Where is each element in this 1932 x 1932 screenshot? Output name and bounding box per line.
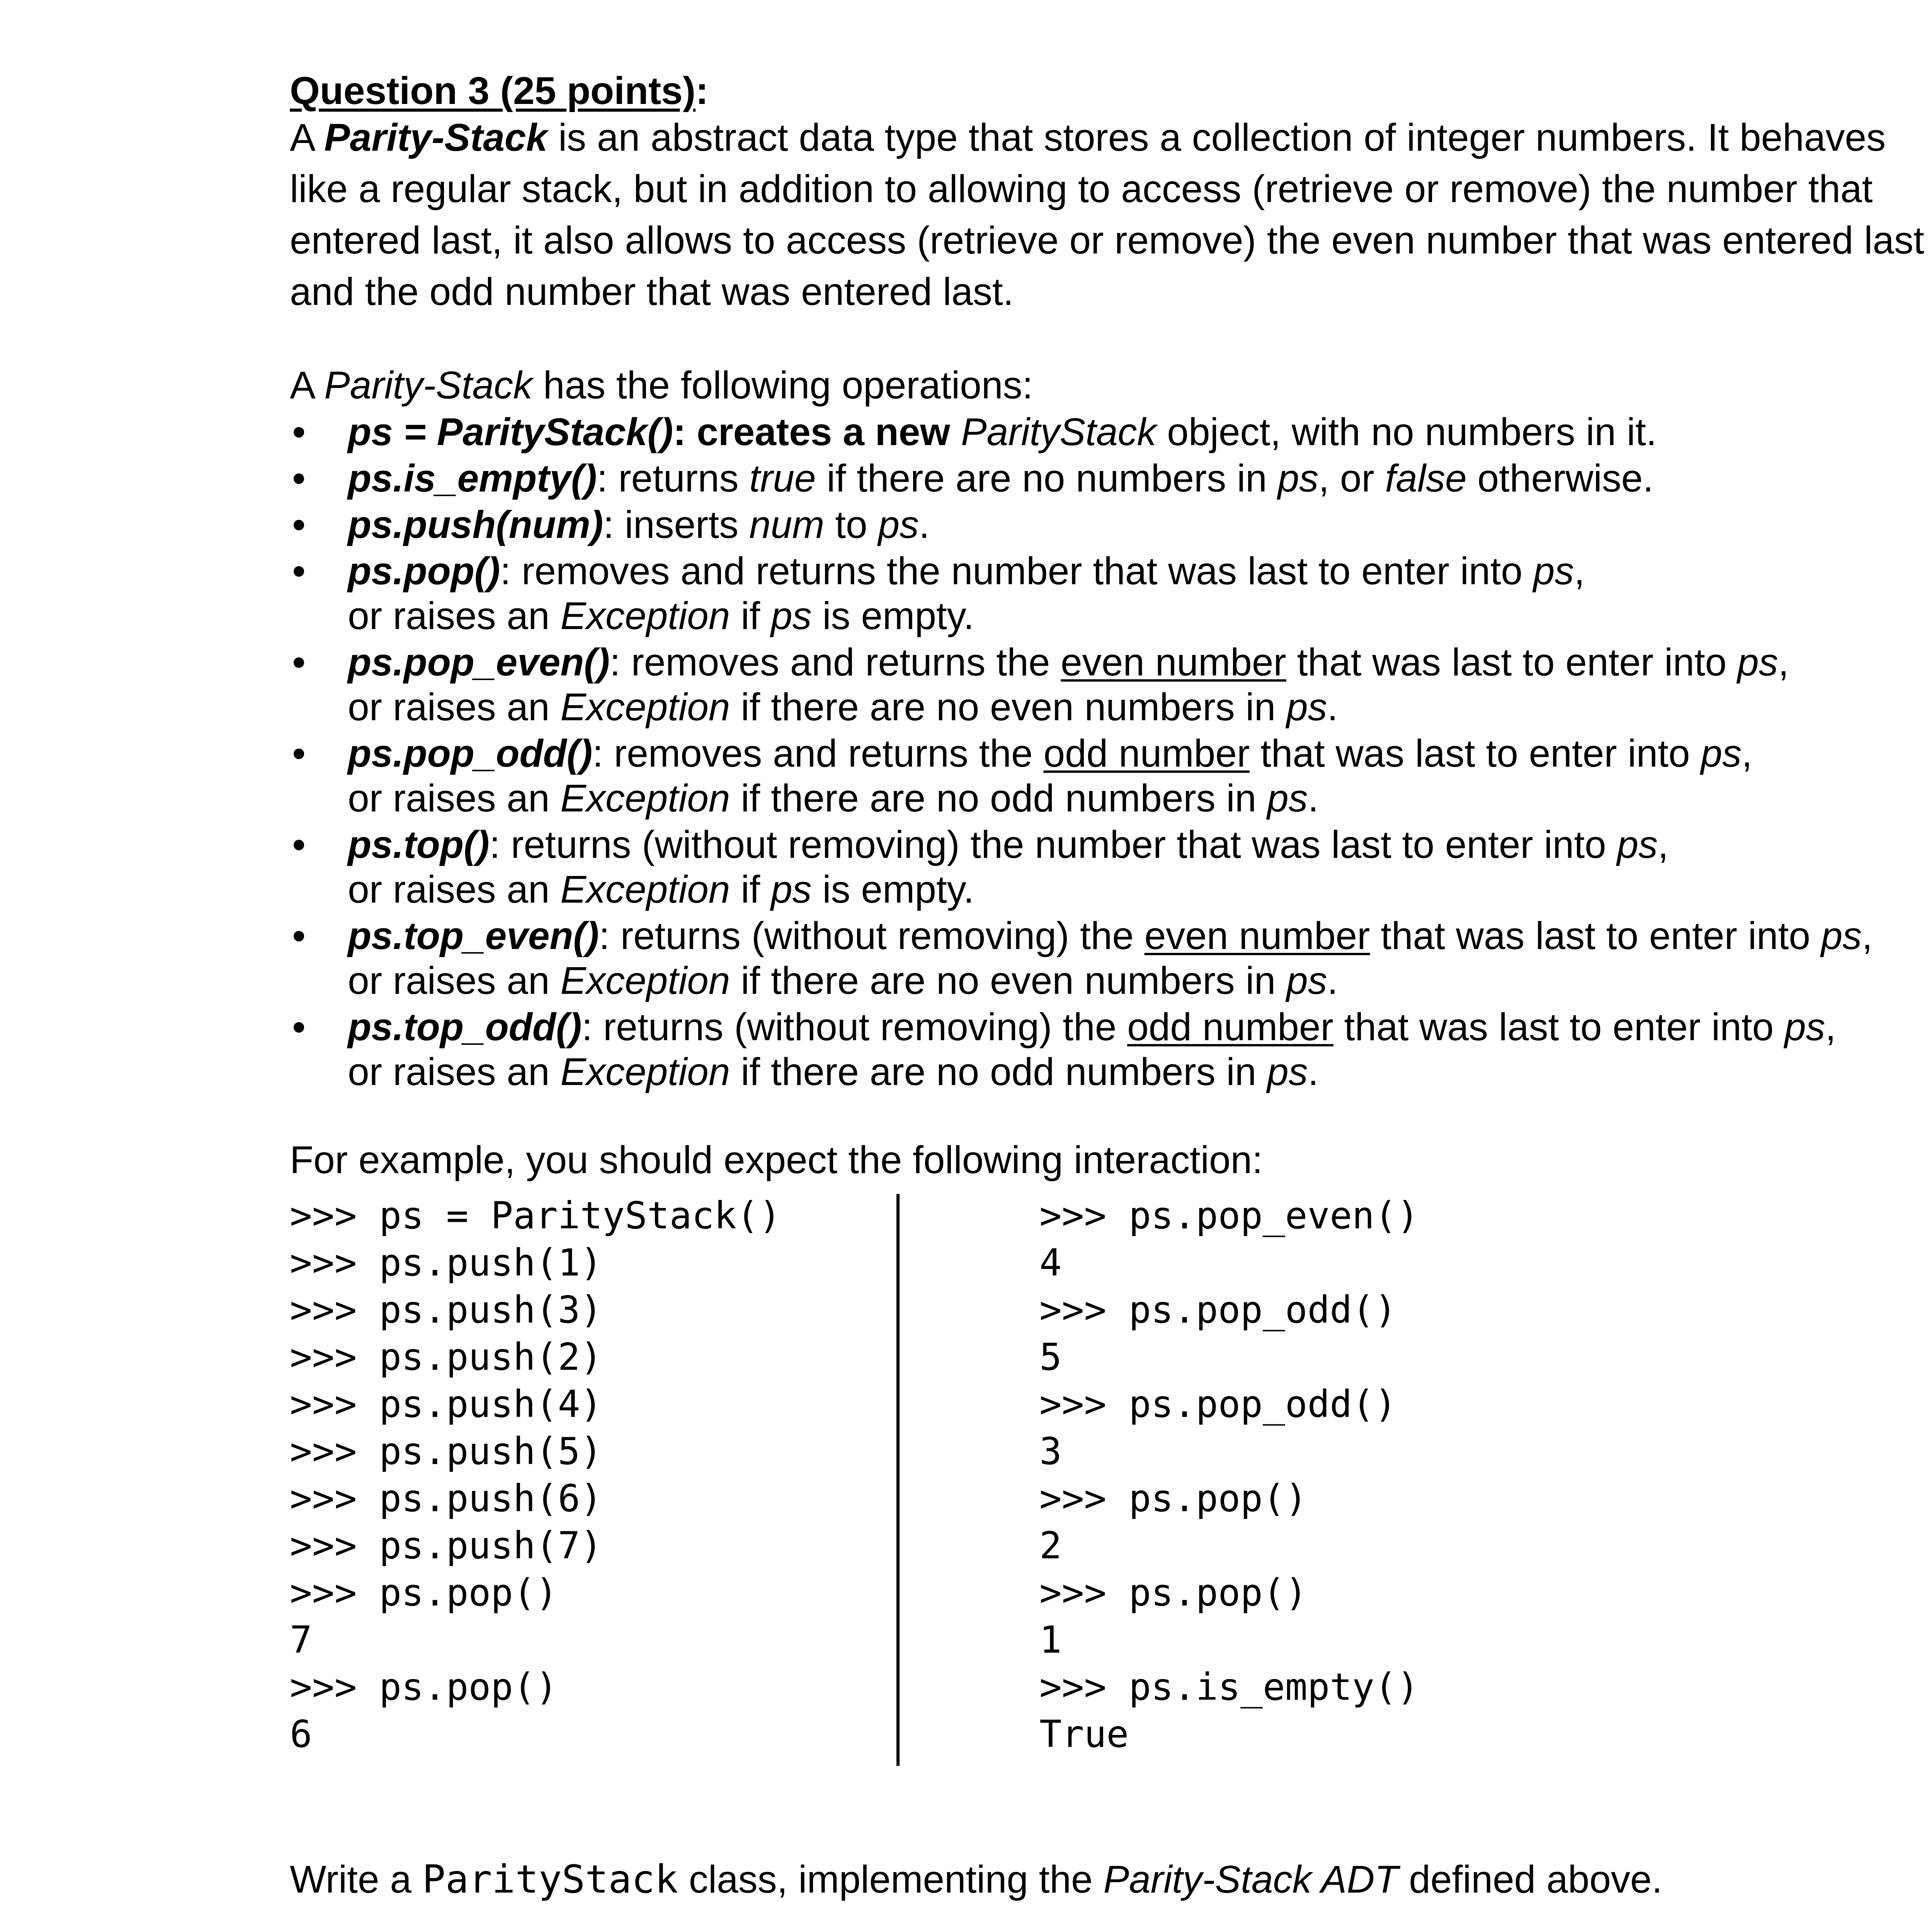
op-text: : returns [597,457,750,500]
op-text-italic: Exception [560,777,730,820]
code-line: 1 [1039,1618,1062,1662]
code-line: 7 [290,1618,312,1662]
op-text: . [1327,685,1338,729]
code-line: >>> ps.pop() [1039,1571,1308,1614]
op-text: that was last to enter into [1370,914,1821,957]
code-line: >>> ps.push(3) [290,1288,603,1332]
code-line: >>> ps.pop() [1039,1477,1308,1520]
operation-signature: ps.top_odd() [348,1005,582,1049]
op-text: , [1574,549,1585,593]
op-text-italic: Exception [560,1050,730,1094]
code-line: 4 [1039,1241,1062,1284]
example-code-left [290,1192,781,1758]
op-text-italic: ps [1286,685,1327,729]
op-text-italic: ParityStack [961,410,1156,454]
operation-item-constructor [290,410,1932,454]
code-line: >>> ps.push(7) [290,1524,603,1567]
op-text: is empty. [811,594,975,638]
op-text: that was last to enter into [1333,1005,1785,1049]
operation-signature: ps.pop_odd() [348,732,593,775]
op-text: , [1862,914,1873,957]
intro-text: A [290,116,324,159]
operation-signature: ps = ParityStack() [348,410,673,454]
op-text: . [919,503,930,546]
op-text: otherwise. [1466,457,1654,500]
ops-intro-adt-name: Parity-Stack [324,364,532,407]
op-text: : returns (without removing) the [582,1005,1128,1049]
op-text-italic: Exception [560,594,730,638]
op-text: if there are no odd numbers in [730,777,1267,820]
intro-paragraph [290,112,1932,318]
op-text: if there are no numbers in [816,457,1278,500]
example-code-right [1039,1192,1419,1758]
op-text-italic: ps [1784,1005,1825,1049]
op-text: : removes and returns the [592,732,1044,775]
code-line: >>> ps.pop() [290,1571,558,1614]
op-text-underlined: odd number [1043,732,1250,775]
op-text: , [1825,1005,1836,1049]
op-text: if [730,594,771,638]
op-text: , or [1318,457,1385,500]
op-text-italic: Exception [560,685,730,729]
task-statement [290,1857,1662,1902]
operation-signature: ps.is_empty() [348,457,597,500]
task-text: class, implementing the [678,1858,1104,1901]
op-text-italic: num [749,503,825,546]
ops-intro-text: A [290,364,324,407]
op-text: to [824,503,878,546]
op-text: or raises an [348,685,561,729]
op-text-underlined: even number [1061,641,1286,684]
code-line: 6 [290,1713,312,1756]
code-line: >>> ps.pop_even() [1039,1194,1419,1237]
op-text-italic: ps [771,868,812,911]
op-text: or raises an [348,868,561,911]
code-line: 5 [1039,1335,1062,1379]
intro-text-rest: is an abstract data type that stores a collection of integer numbers. It behaves like a regular stack, but in addition to allowing to access (retrieve or remove) the number that entered last, it also allows to access (retrieve or remove) the even number that was entered last and the odd number that was entered last. [290,116,1924,313]
operation-item-top-even [290,913,1932,1003]
code-line: True [1039,1713,1129,1756]
question-heading [290,69,708,113]
operation-item-pop-odd [290,731,1932,821]
op-text: : returns (without removing) the [599,914,1145,957]
op-text-italic: ps [1277,457,1319,500]
code-line: >>> ps.is_empty() [1039,1665,1419,1709]
question-heading-colon: : [696,69,709,112]
op-text: that was last to enter into [1250,732,1701,775]
op-text-italic: ps [1821,914,1862,957]
operation-item-pop [290,549,1932,638]
op-text-italic: ps [1701,732,1742,775]
op-text-italic: false [1385,457,1467,500]
op-text: if there are no odd numbers in [730,1050,1267,1094]
code-line: >>> ps.pop_odd() [1039,1288,1397,1332]
operation-signature: ps.top() [348,823,490,866]
code-line: >>> ps.push(2) [290,1335,603,1379]
op-text: . [1308,1050,1319,1094]
op-text: that was last to enter into [1286,641,1738,684]
op-text: is empty. [811,868,975,911]
op-text-italic: ps [878,503,919,546]
op-text: , [1658,823,1669,866]
op-text-italic: Exception [560,868,730,911]
code-line: >>> ps.pop_odd() [1039,1383,1397,1426]
intro-adt-name: Parity-Stack [324,116,548,159]
operation-item-pop-even [290,640,1932,730]
op-text: if there are no even numbers in [730,959,1287,1002]
op-text: , [1778,641,1789,684]
op-text: . [1327,959,1338,1002]
operation-signature: ps.pop_even() [348,641,610,684]
code-line: >>> ps.pop() [290,1665,558,1709]
task-text: Write a [290,1858,422,1901]
question-heading-text: Question 3 (25 points) [290,69,696,112]
operation-signature: ps.push(num) [348,503,604,546]
operation-item-push [290,502,1932,547]
operation-signature: ps.top_even() [348,914,599,957]
op-text-italic: ps [1267,1050,1308,1094]
example-intro: For example, you should expect the following interaction: [290,1138,1263,1182]
op-text: : creates a new [673,410,961,454]
task-adt-name: Parity-Stack ADT [1103,1858,1398,1901]
op-text: : removes and returns the [609,641,1061,684]
task-text: defined above. [1398,1858,1663,1901]
op-text: . [1308,777,1319,820]
code-line: >>> ps.push(1) [290,1241,603,1284]
operation-item-top-odd [290,1005,1932,1094]
op-text-italic: true [749,457,816,500]
op-text: : returns (without removing) the number that was last to enter into [489,823,1617,866]
op-text: if there are no even numbers in [730,685,1287,729]
code-line: 3 [1039,1430,1062,1473]
code-line: 2 [1039,1524,1062,1567]
op-text: if [730,868,771,911]
op-text: or raises an [348,1050,561,1094]
op-text: : inserts [603,503,749,546]
code-line: >>> ps = ParityStack() [290,1194,781,1237]
op-text: or raises an [348,594,561,638]
operation-item-top [290,822,1932,912]
example-divider [896,1194,900,1766]
operations-list [290,410,1932,1096]
op-text-underlined: even number [1144,914,1370,957]
code-line: >>> ps.push(6) [290,1477,603,1520]
op-text-italic: ps [1617,823,1658,866]
op-text-italic: ps [1286,959,1327,1002]
operation-signature: ps.pop() [348,549,500,593]
code-line: >>> ps.push(5) [290,1430,603,1473]
op-text-italic: ps [1533,549,1574,593]
op-text: , [1742,732,1752,775]
op-text-italic: Exception [560,959,730,1002]
op-text-underlined: odd number [1127,1005,1333,1049]
op-text: or raises an [348,777,561,820]
code-line: >>> ps.push(4) [290,1383,603,1426]
op-text-italic: ps [771,594,812,638]
op-text: or raises an [348,959,561,1002]
op-text-italic: ps [1737,641,1778,684]
operation-item-is-empty [290,456,1932,501]
op-text: : removes and returns the number that was last to enter into [500,549,1533,593]
op-text: object, with no numbers in it. [1156,410,1657,454]
task-class-name: ParityStack [422,1857,678,1902]
op-text-italic: ps [1267,777,1308,820]
ops-intro-text-rest: has the following operations: [532,364,1033,407]
operations-intro [290,363,1033,408]
